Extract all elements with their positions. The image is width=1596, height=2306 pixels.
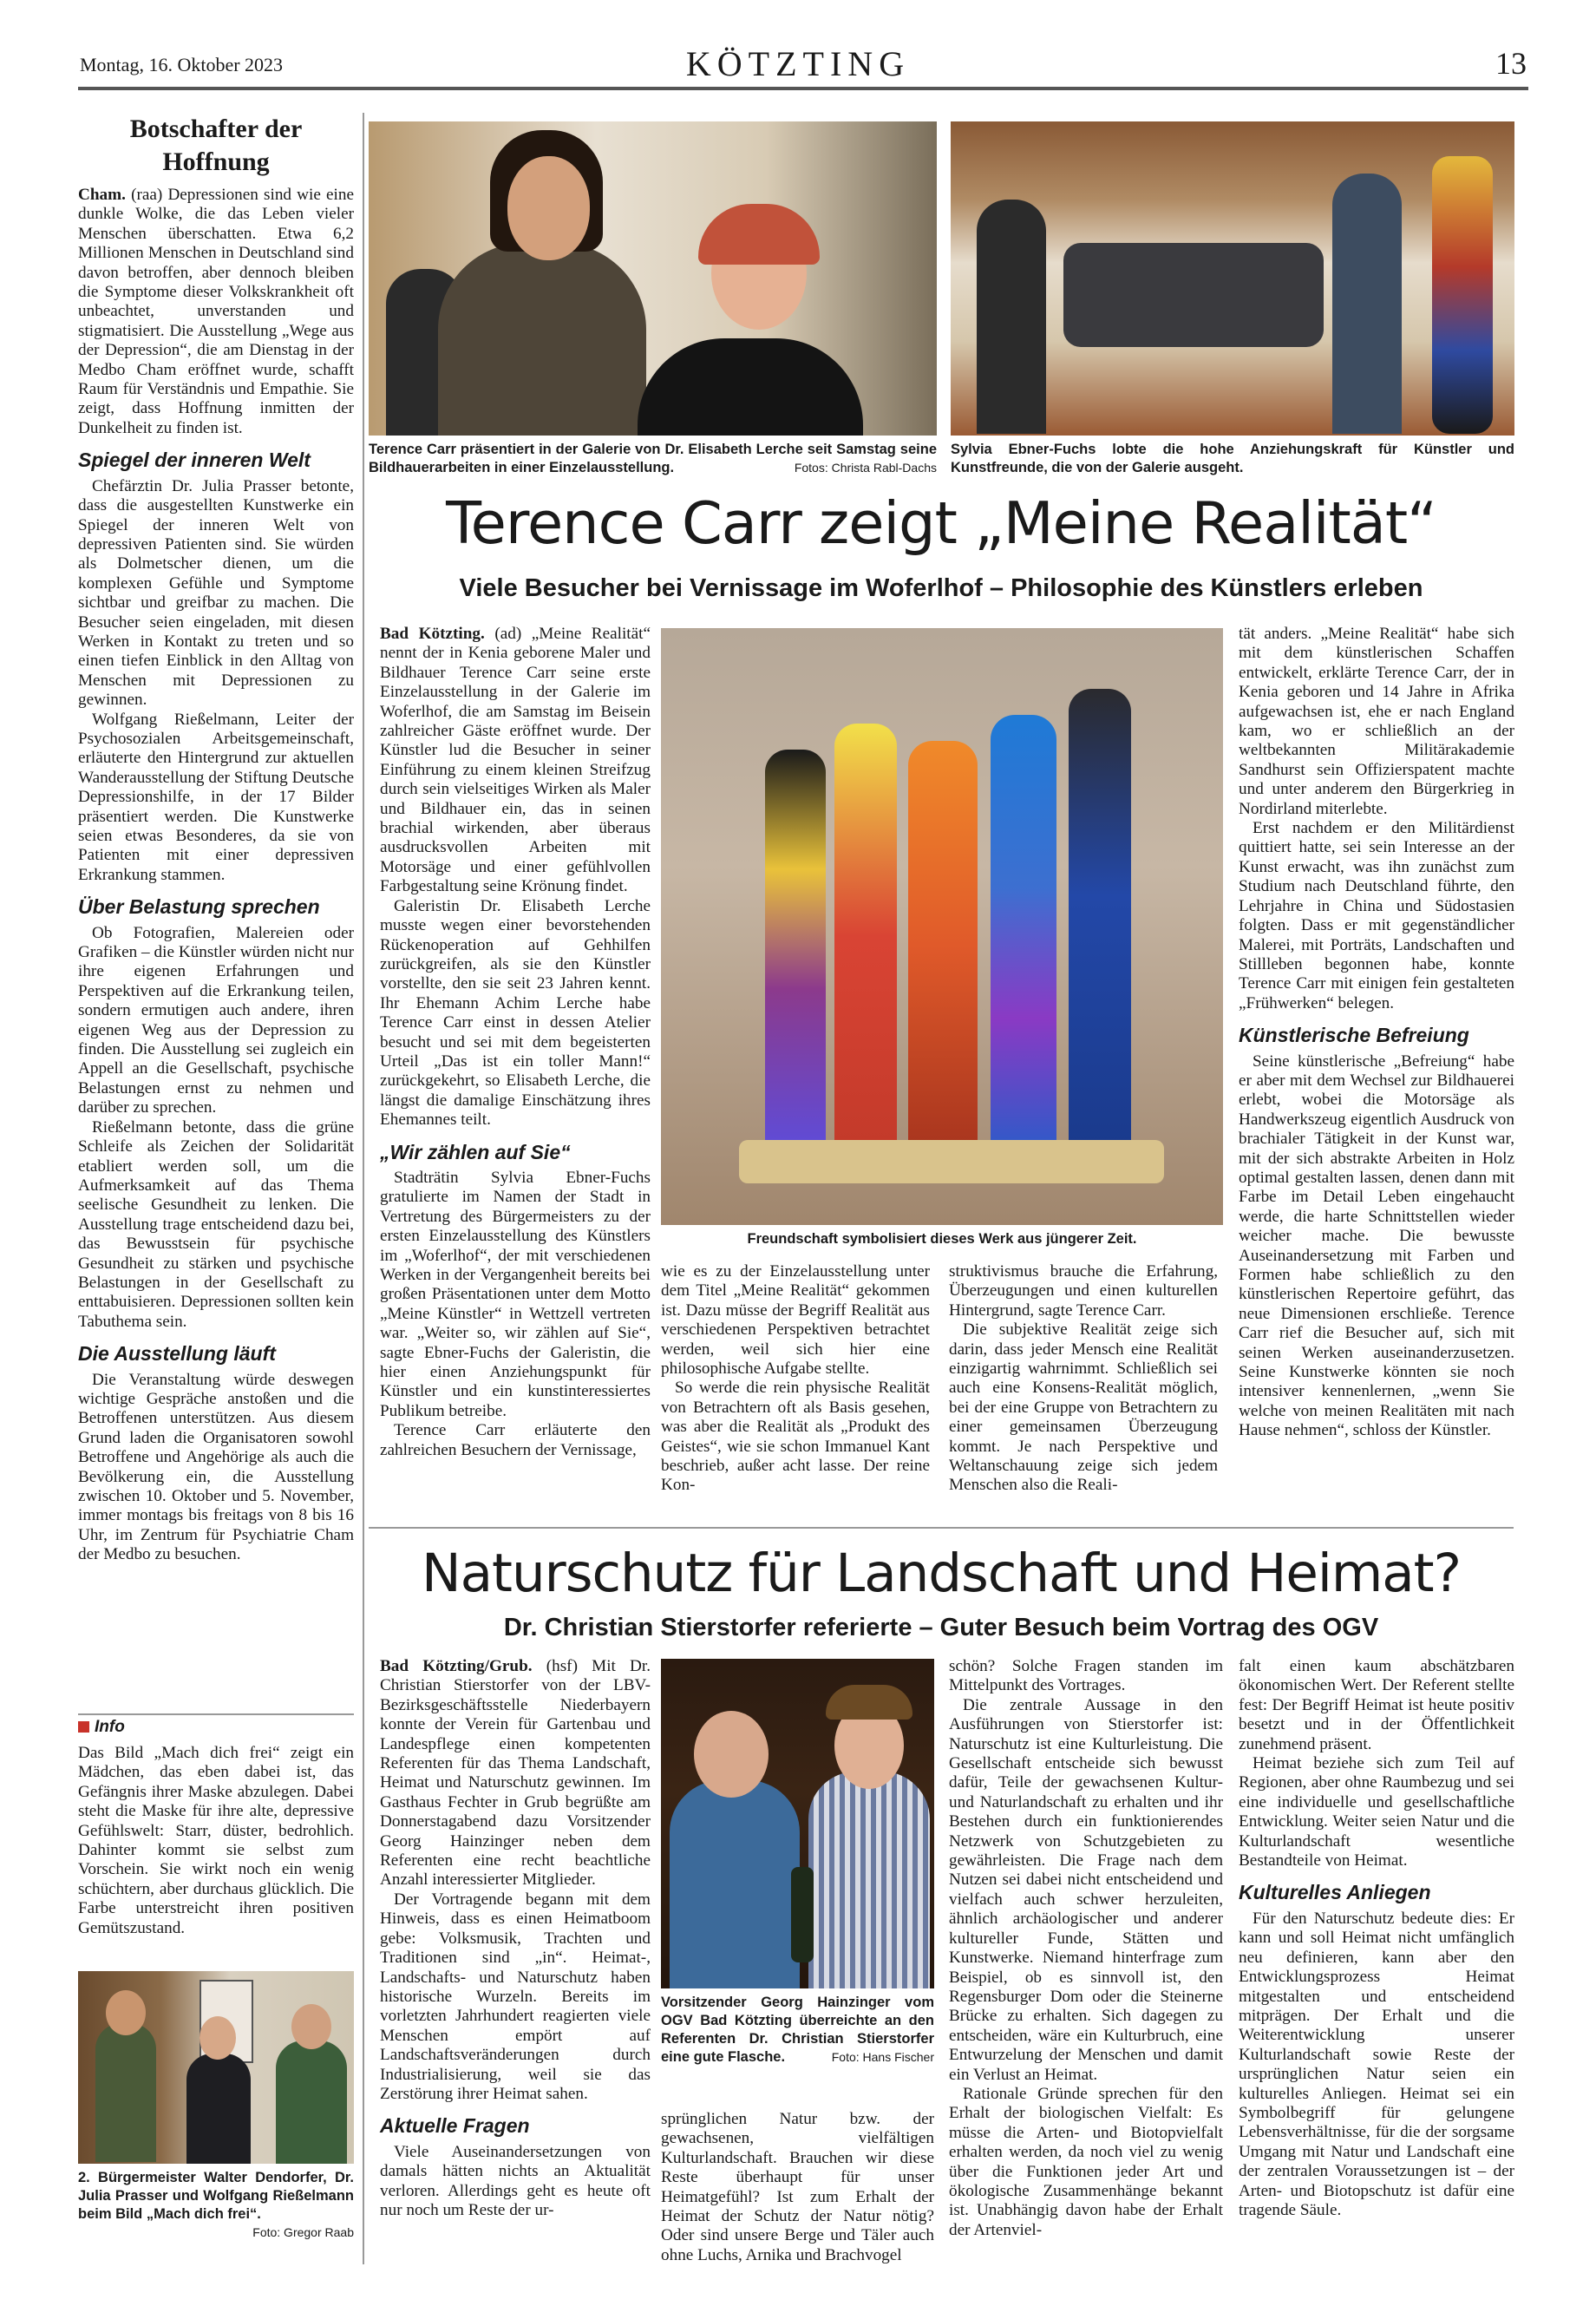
paragraph: Rationale Gründe sprechen für den Erhalt der biologischen Vielfalt: Es müsse die Arten- und Biotopvielfalt erhalten werden, da noch viel zu wenig über die Funktionen jeder Art und ökologische Zusammenhänge bekannt ist. Unabhängig davon habe der Erhalt der Artenviel- <box>949 2084 1223 2239</box>
paragraph: schön? Solche Fragen standen im Mittelpunkt des Vortrages. <box>949 1657 1223 1695</box>
article1-column2 <box>661 1262 930 1496</box>
subheading: Kulturelles Anliegen <box>1239 1881 1431 1904</box>
gallery-photo-caption: Sylvia Ebner-Fuchs lobte die hohe Anziehungskraft für Künstler und Kunstfreunde, die von der Galerie ausgeht. <box>951 442 1514 475</box>
subheading: Die Ausstellung läuft <box>78 1342 276 1366</box>
sidebar-title: Botschafter der Hoffnung <box>129 115 303 176</box>
issue-date: Montag, 16. Oktober 2023 <box>80 54 284 75</box>
paragraph: Die subjektive Realität zeige sich darin, dass jeder Mensch eine Realität einzigartig wahrnimmt. Schließlich sei auch eine Konsens-Realität möglich, bei der eine Gruppe von Betrachtern zu einer gemeinsamen Überzeugung kommt. Je nach Perspektive und Weltanschauung zeige sich jedem Menschen also die Reali- <box>949 1320 1218 1495</box>
article2-column2 <box>661 2110 934 2265</box>
paragraph: wie es zu der Einzelausstellung unter dem Titel „Meine Realität“ gekommen ist. Dazu müsse der Begriff Realität aus verschiedenen Perspektiven betrachtet werden, weil sich hier eine philosophische Aufgabe stellte. <box>661 1262 930 1379</box>
paragraph: Viele Auseinandersetzungen von damals hätten nichts an Aktualität verloren. Allerdings geht es heute oft nur noch um Reste der ur- <box>380 2142 651 2219</box>
subheading: Aktuelle Fragen <box>380 2114 530 2138</box>
article2-subhead: Dr. Christian Stierstorfer referierte – Guter Besuch beim Vortrag des OGV <box>503 1614 1379 1641</box>
sidebar-photo <box>78 1971 354 2164</box>
info-text: Das Bild „Mach dich frei“ zeigt ein Mädchen, das eben dabei ist, das Gefängnis ihrer Maske abzulegen. Dabei steht die Maske für ihre alte, depressive Gefühlswelt: Starr, düster, bedrohlich. Dahinter kommt sie selbst zum Vorschein. Sie wirkt noch ein wenig schüchtern, aber durchaus glücklich. Die Farbe unterstreicht ihren positiven Gemütszustand. <box>78 1744 354 1937</box>
paragraph: tät anders. „Meine Realität“ habe sich mit dem künstlerischen Schaffen entwickelt, erklärte Terence Carr, der in Kenia geboren und 14 Jahre in Afrika aufgewachsen ist, ehe er nach England kam, wo er schließlich an der weltbekannten Militärakademie Sandhurst sein Offizierspatent machte und unter anderem den Bürgerkrieg in Nordirland miterlebte. <box>1239 625 1514 818</box>
paragraph: Der Vortragende begann mit dem Hinweis, dass es einen Heimatboom gebe: Volksmusik, Trachten und Traditionen sind „in“. Heimat-, Landschafts- und Naturschutz haben historische Wurzeln. Bereits im vorletzten Jahrhundert reagierten viele Menschen empört auf Landschaftsveränderungen durch Industrialisierung, weil sie das Zerstörung ihrer Heimat sahen. <box>380 1890 651 2103</box>
subheading: Künstlerische Befreiung <box>1239 1024 1469 1047</box>
article2-headline: Naturschutz für Landschaft und Heimat? <box>422 1543 1461 1604</box>
info-rule <box>78 1713 354 1715</box>
paragraph: sprünglichen Natur bzw. der gewachsenen, vielfältigen Kulturlandschaft. Brauchen wir diese Reste überhaupt für unser Heimatgefühl? Ist zum Erhalt der Heimat der Schutz der Natur nötig? Oder sind unsere Berge und Täler auch ohne Luchs, Arnika und Brachvogel <box>661 2110 934 2264</box>
article1-column3 <box>949 1262 1218 1496</box>
sidebar-photo-caption: 2. Bürgermeister Walter Dendorfer, Dr. Julia Prasser und Wolfgang Rießelmann beim Bild „Mach dich frei“. Foto: Gregor Raab <box>78 2169 354 2242</box>
paragraph: struktivismus brauche die Erfahrung, Überzeugungen und einen kulturellen Hintergrund, sagte Terence Carr. <box>949 1262 1218 1320</box>
sidebar <box>78 113 354 1565</box>
paragraph: Galeristin Dr. Elisabeth Lerche musste wegen einer bevorstehenden Rückenoperation auf Gehhilfen zurückgreifen, als sie den Künstler vorstellte, den sie seit 23 Jahren kennt. Ihr Ehemann Achim Lerche habe Terence Carr einst in dessen Atelier besucht und sei mit dem begeisterten Urteil „Das ist ein toller Mann!“ zurückgekehrt, so Elisabeth Lerche, die längst die damalige Einschätzung ihres Ehemannes teilt. <box>380 896 651 1130</box>
article2-column4 <box>1239 1657 1514 2220</box>
sidebar-body <box>78 186 354 1565</box>
paragraph: Bad Kötzting. (ad) „Meine Realität“ nennt der in Kenia geborene Maler und Bildhauer Terence Carr seine erste Einzelausstellung in der Galerie im Woferlhof, die am Samstag im Beisein zahlreicher Gäste eröffnet wurde. Der Künstler lud die Besucher in seiner Einführung zu einem kleinen Streifzug durch sein vielseitiges Wirken als Maler und Bildhauer ein, das in seinen brachial wirkenden, aber überaus ausdrucksvollen Arbeiten mit Motorsäge und einer gefühlvollen Farbgestaltung seine Krönung findet. <box>380 625 651 896</box>
info-box <box>78 1744 354 1938</box>
gallery-photo <box>951 121 1514 436</box>
article2-column3 <box>949 1657 1223 2240</box>
paragraph: Bad Kötzting/Grub. (hsf) Mit Dr. Christian Stierstorfer von der LBV-Bezirksgeschäftsstelle Niederbayern konnte der Verein für Gartenbau und Landespflege einen kompetenten Referenten für das Thema Landschaft, Heimat und Naturschutz gewinnen. Im Gasthaus Fechter in Grub begrüßte am Donnerstagabend dazu Vorsitzender Georg Hainzinger neben dem Referenten eine recht beachtliche Anzahl interessierter Mitglieder. <box>380 1657 651 1890</box>
article-divider <box>369 1527 1514 1529</box>
sculpture-caption: Freundschaft symbolisiert dieses Werk aus jüngerer Zeit. <box>747 1231 1137 1247</box>
photo-credit: Foto: Gregor Raab <box>252 2225 354 2239</box>
article1-subhead: Viele Besucher bei Vernissage im Woferlhof – Philosophie des Künstlers erleben <box>459 574 1423 602</box>
section-title: KÖTZTING <box>685 44 911 83</box>
page-number: 13 <box>1495 46 1527 81</box>
article1-headline: Terence Carr zeigt „Meine Realität“ <box>446 489 1436 557</box>
dateline: Bad Kötzting. <box>380 625 485 643</box>
paragraph: falt einen kaum abschätzbaren ökonomischen Wert. Der Referent stellte fest: Der Begriff Heimat ist heute positiv besetzt und in der Öffentlichkeit zunehmend präsent. <box>1239 1657 1514 1753</box>
artist-photo <box>369 121 937 436</box>
article2-column1 <box>380 1657 651 2220</box>
info-marker-icon <box>78 1721 89 1733</box>
paragraph: So werde die rein physische Realität von Betrachtern oft als Basis gesehen, was aber die Realität als „Produkt des Geistes“, wie sie schon Immanuel Kant beschrieb, außer acht lasse. Der reine Kon- <box>661 1379 930 1495</box>
header-rule <box>78 87 1528 90</box>
paragraph: Terence Carr erläuterte den zahlreichen Besuchern der Vernissage, <box>380 1421 651 1459</box>
paragraph: Erst nachdem er den Militärdienst quittiert hatte, sei sein Interesse an der Kunst erwacht, was ihn zunächst zum Studium nach Deutschland führte, den Lehrjahre in China und Südostasien folgten. Dass er mit gegenständlicher Malerei, mit Porträts, Landschaften und Stillleben begonnen habe, konnte Terence Carr mit einigen fein gestalteten „Frühwerken“ belegen. <box>1239 819 1514 1012</box>
paragraph: Für den Naturschutz bedeute dies: Er kann und soll Heimat nicht umfänglich neu definieren, kann aber den Entwicklungsprozess Heimat mitgestalten und entscheidend mitprägen. Der Erhalt und die Weiterentwicklung unserer Kulturlandschaft sowie Reste der ursprünglichen Natur seien ein kulturelles Anliegen. Heimat sei ein Symbolbegriff für gelungene Lebensverhältnisse, für die der sorgsame Umgang mit Natur und Landschaft eine der zentralen Voraussetzungen ist – der Arten- und Biotopschutz ist dafür eine tragende Säule. <box>1239 1909 1514 2219</box>
paragraph: Chefärztin Dr. Julia Prasser betonte, dass die ausgestellten Kunstwerke ein Spiegel der inneren Welt von depressiven Patienten sind. Sie würden als Dolmetscher dienen, um die komplexen Gefühle und Symptome sichtbar und greifbar zu machen. Die Besucher seien eingeladen, mit diesen Werken in Kontakt zu treten und so einen tiefen Einblick in den Alltag von Menschen mit Depressionen zu gewinnen. <box>78 476 354 710</box>
ogv-photo <box>661 1659 934 1988</box>
photo-credit: Foto: Hans Fischer <box>831 2050 934 2064</box>
subheading: Über Belastung sprechen <box>78 895 320 919</box>
subheading: „Wir zählen auf Sie“ <box>380 1140 571 1163</box>
paragraph: Stadträtin Sylvia Ebner-Fuchs gratulierte im Namen der Stadt in Vertretung des Bürgermeisters zu der ersten Einzelausstellung des Künstlers im „Woferlhof“, der mit verschiedenen Werken in der Vergangenheit bereits bei großen Präsentationen unter dem Motto „Meine Künstler“ in Wettzell vertreten war. „Weiter so, wir zählen auf Sie“, sagte Ebner-Fuchs der Galeristin, die hier einen Anziehungspunkt für Künstler und ein kunstinteressiertes Publikum betreibe. <box>380 1168 651 1420</box>
subheading: Spiegel der inneren Welt <box>78 449 311 472</box>
article1-column1 <box>380 625 651 1460</box>
paragraph: Rießelmann betonte, dass die grüne Schleife als Zeichen der Solidarität etabliert werden soll, um die Aufmerksamkeit auf das Thema seelische Gesundheit zu lenken. Die Ausstellung trage entscheidend dazu bei, das Bewusstsein für psychische Gesundheit zu stärken und psychische Belastungen in der Gesellschaft zu enttabuisieren. Depressionen sollten kein Tabuthema sein. <box>78 1117 354 1331</box>
dateline: Bad Kötzting/Grub. <box>380 1657 533 1675</box>
paragraph: Heimat beziehe sich zum Teil auf Regionen, aber ohne Raumbezug und sei eine individuelle und gesellschaftliche Entwicklung. Weiter seien Natur und die Kulturlandschaft wesentliche Bestandteile von Heimat. <box>1239 1754 1514 1870</box>
info-label: Info <box>78 1718 125 1737</box>
artist-photo-caption: Terence Carr präsentiert in der Galerie von Dr. Elisabeth Lerche seit Samstag seine Bildhauerarbeiten in einer Einzelausstellung. Fotos: Christa Rabl-Dachs <box>369 442 937 475</box>
article1-column4 <box>1239 625 1514 1441</box>
sidebar-intro: Cham. (raa) Depressionen sind wie eine dunkle Wolke, die das Leben vieler Menschen überschatten. Etwa 6,2 Millionen Menschen in Deutschland sind davon betroffen, aber dennoch bleiben die Symptome dieser Volkskrankheit oft unbeachtet, unverstanden und stigmatisiert. Die Ausstellung „Wege aus der Depression“, die am Dienstag in der Medbo Cham eröffnet wurde, schafft Raum für Verständnis und Empathie. Sie zeigt, dass Hoffnung inmitten der Dunkelheit zu finden ist. <box>78 186 354 437</box>
paragraph: Ob Fotografien, Malereien oder Grafiken – die Künstler würden nicht nur ihre eigenen Erfahrungen und Perspektiven auf die Erkrankung teilen, sondern ermutigen auch andere, ihren eigenen Weg aus der Depression zu finden. Die Ausstellung sei zugleich ein Appell an die Gesellschaft, psychische Belastungen ernst zu nehmen und darüber zu sprechen. <box>78 923 354 1117</box>
paragraph: Die zentrale Aussage in den Ausführungen von Stierstorfer ist: Naturschutz ist eine Kulturleistung. Die Gesellschaft entscheide sich bewusst dafür, Teile der gewachsenen Kultur- und Naturlandschaft zu erhalten und ihr Bestehen durch ein funktionierendes Netzwerk von Schutzgebieten zu gewährleisten. Die Frage nach dem Nutzen sei dabei nicht entscheidend und vielfach auch schwer herzuleiten, ähnlich archäologischer und anderer kultureller Funde, Stätten und Kunstwerke. Niemand hinterfrage zum Beispiel, ob es sinnvoll ist, den Regensburger Dom oder die Steinerne Brücke zu erhalten. Sich dagegen zu entscheiden, wäre ein Kulturbruch, eine Entwurzelung der Menschen und damit ein Verlust an Heimat. <box>949 1695 1223 2084</box>
column-divider <box>363 113 364 2264</box>
sculpture-photo <box>661 628 1223 1225</box>
paragraph: Die Veranstaltung würde deswegen wichtige Gespräche anstoßen und die Betroffenen unterstützen. Aus diesem Grund laden die Organisatoren sowohl Betroffene und Angehörige als auch die Bevölkerung ein, die Ausstellung zwischen 10. Oktober und 5. November, immer montags bis freitags von 8 bis 16 Uhr, im Zentrum für Psychiatrie Cham der Medbo zu besuchen. <box>78 1370 354 1564</box>
paragraph: Seine künstlerische „Befreiung“ habe er aber mit dem Wechsel zur Bildhauerei erlebt, wobei die Motorsäge als Handwerkszeug eigentlich Ausdruck von brachialer Tätigkeit in der Kunst war, mit der sich abstrakte Arbeiten in Holz optimal gestalten lassen, denen dann mit Farbe im Detail Leben eingehaucht werde, die harte Schnittstellen wieder weicher mache. Die bewusste Auseinandersetzung mit Farben und Formen habe schließlich zu den künstlerischen Repertoire geführt, das neue Dimensionen erschließe. Terence Carr rief die Besucher auf, sich mit seinen Werken auseinanderzusetzen. Seine Kunstwerke könnten sie noch intensiver kennenlernen, „wenn Sie welche von meinen Realitäten mit nach Hause nehmen“, schloss der Künstler. <box>1239 1051 1514 1440</box>
paragraph: Wolfgang Rießelmann, Leiter der Psychosozialen Arbeitsgemeinschaft, erläuterte den Hintergrund zur aktuellen Wanderausstellung der Stiftung Deutsche Depressionshilfe, in der 17 Bilder präsentiert werden. Die Kunstwerke seien etwas Besonderes, da sie von Patienten mit einer depressiven Erkrankung stammen. <box>78 710 354 884</box>
dateline: Cham. <box>78 186 126 204</box>
photo-credit: Fotos: Christa Rabl-Dachs <box>794 461 937 475</box>
ogv-photo-caption: Vorsitzender Georg Hainzinger vom OGV Bad Kötzting überreichte an den Referenten Dr. Christian Stierstorfer eine gute Flasche. Foto: Hans Fischer <box>661 1995 934 2065</box>
